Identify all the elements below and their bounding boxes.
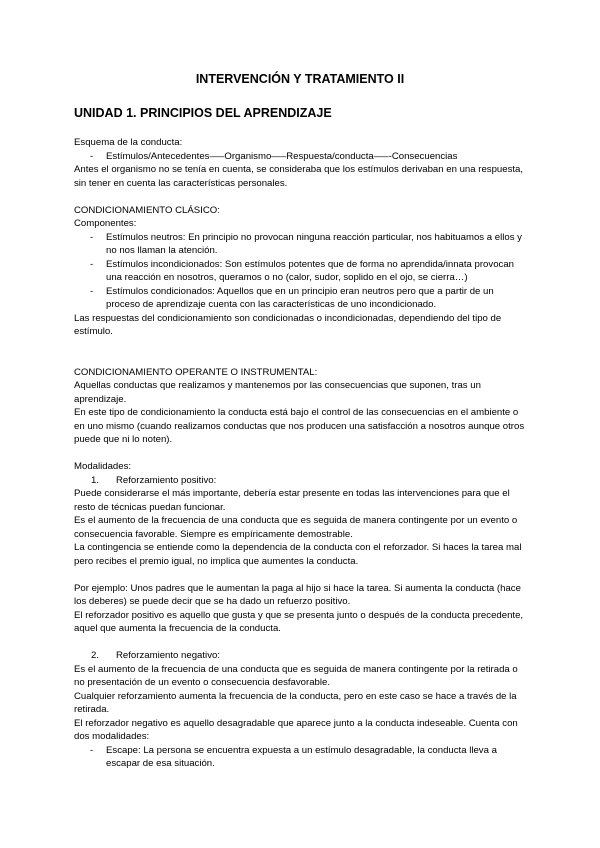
refuerzo-negativo-paragraph: Cualquier reforzamiento aumenta la frecuencia de la conducta, pero en este caso se hace a través de la retirada. [74, 690, 517, 715]
esquema-heading: Esquema de la conducta: [74, 137, 183, 148]
bullet-marker: - [90, 258, 94, 270]
document-body [74, 136, 526, 771]
item-number: 2. [91, 650, 100, 661]
example-paragraph: El reforzador positivo es aquello que gusta y que se presenta junto o después de la conducta precedente, aquel que aumenta la frecuencia de la conducta. [74, 609, 524, 634]
refuerzo-positivo-paragraph: Es el aumento de la frecuencia de una conducta que es seguida de manera contingente por un evento o consecuencia favorable. Siempre es empíricamente demostrable. [74, 515, 518, 540]
refuerzo-positivo-paragraph: La contingencia se entiende como la dependencia de la conducta con el reforzador. Si haces la tarea mal pero recibes el premio igual, no implica que aumentes la conducta. [74, 542, 522, 567]
refuerzo-negativo-paragraph: Es el aumento de la frecuencia de una conducta que es seguida de manera contingente por la retirada o no presentación de un evento o consecuencia desfavorable. [74, 663, 518, 688]
numbered-item-heading [74, 474, 526, 488]
document-title: INTERVENCIÓN Y TRATAMIENTO II [195, 72, 405, 86]
clasico-bullet [74, 285, 526, 312]
clasico-bullet-text: Estímulos incondicionados: Son estímulos potentes que de forma no aprendida/innata provocan una reacción en nosotros, queramos o no (calor, sudor, soplido en el ojo, se cierra…) [106, 258, 514, 283]
operante-paragraph: Aquellas conductas que realizamos y mantenemos por las consecuencias que suponen, tras un aprendizaje. [74, 380, 481, 405]
esquema-bullet-text: Estímulos/Antecedentes—–Organismo—–Respuesta/conducta—–-Consecuencias [106, 150, 458, 162]
escape-bullet-text: Escape: La persona se encuentra expuesta a un estímulo desagradable, la conducta lleva a escapar de esa situación. [106, 744, 497, 769]
item-title: Reforzamiento negativo: [116, 650, 220, 661]
clasico-bullet-text: Estímulos neutros: En principio no provocan ninguna reacción particular, nos habituamos a ellos y no nos llaman la atención. [106, 231, 522, 256]
operante-paragraph: En este tipo de condicionamiento la conducta está bajo el control de las consecuencias en el ambiente o en uno mismo (cuando realizamos conductas que nos producen una satisfacción a nosotros aunque otros puede que ni lo noten). [74, 407, 525, 445]
bullet-marker: - [90, 285, 94, 297]
item-number: 1. [91, 474, 100, 486]
esquema-bullet [74, 150, 526, 164]
example-paragraph: Por ejemplo: Unos padres que le aumentan la paga al hijo si hace la tarea. Si aumenta la conducta (hace los deberes) se puede decir que se ha dado un refuerzo positivo. [74, 582, 521, 607]
numbered-item-heading [74, 649, 526, 663]
esquema-paragraph: Antes el organismo no se tenía en cuenta, se consideraba que los estímulos derivaban en una respuesta, sin tener en cuenta las características personales. [74, 164, 524, 189]
clasico-bullet [74, 231, 526, 258]
unit-heading: UNIDAD 1. PRINCIPIOS DEL APRENDIZAJE [74, 106, 332, 120]
refuerzo-positivo-paragraph: Puede considerarse el más importante, debería estar presente en todas las intervenciones para que el resto de técnicas puedan funcionar. [74, 488, 510, 513]
operante-heading: CONDICIONAMIENTO OPERANTE O INSTRUMENTAL: [74, 366, 318, 378]
item-title: Reforzamiento positivo: [116, 474, 217, 486]
clasico-bullet [74, 258, 526, 285]
componentes-label: Componentes: [74, 218, 137, 229]
bullet-marker: - [90, 744, 94, 756]
bullet-marker: - [90, 231, 94, 243]
clasico-bullet-text: Estímulos condicionados: Aquellos que en un principio eran neutros pero que a partir de un proceso de aprendizaje cuenta con las características de uno incondicionado. [106, 285, 494, 310]
bullet-marker: - [90, 150, 94, 162]
escape-bullet [74, 744, 526, 771]
refuerzo-negativo-paragraph: El reforzador negativo es aquello desagradable que aparece junto a la conducta indeseable. Cuenta con dos modalidades: [74, 717, 518, 742]
modalidades-heading: Modalidades: [74, 461, 132, 472]
clasico-heading: CONDICIONAMIENTO CLÁSICO: [74, 204, 220, 216]
clasico-paragraph: Las respuestas del condicionamiento son condicionadas o incondicionadas, dependiendo del tipo de estímulo. [74, 312, 502, 337]
